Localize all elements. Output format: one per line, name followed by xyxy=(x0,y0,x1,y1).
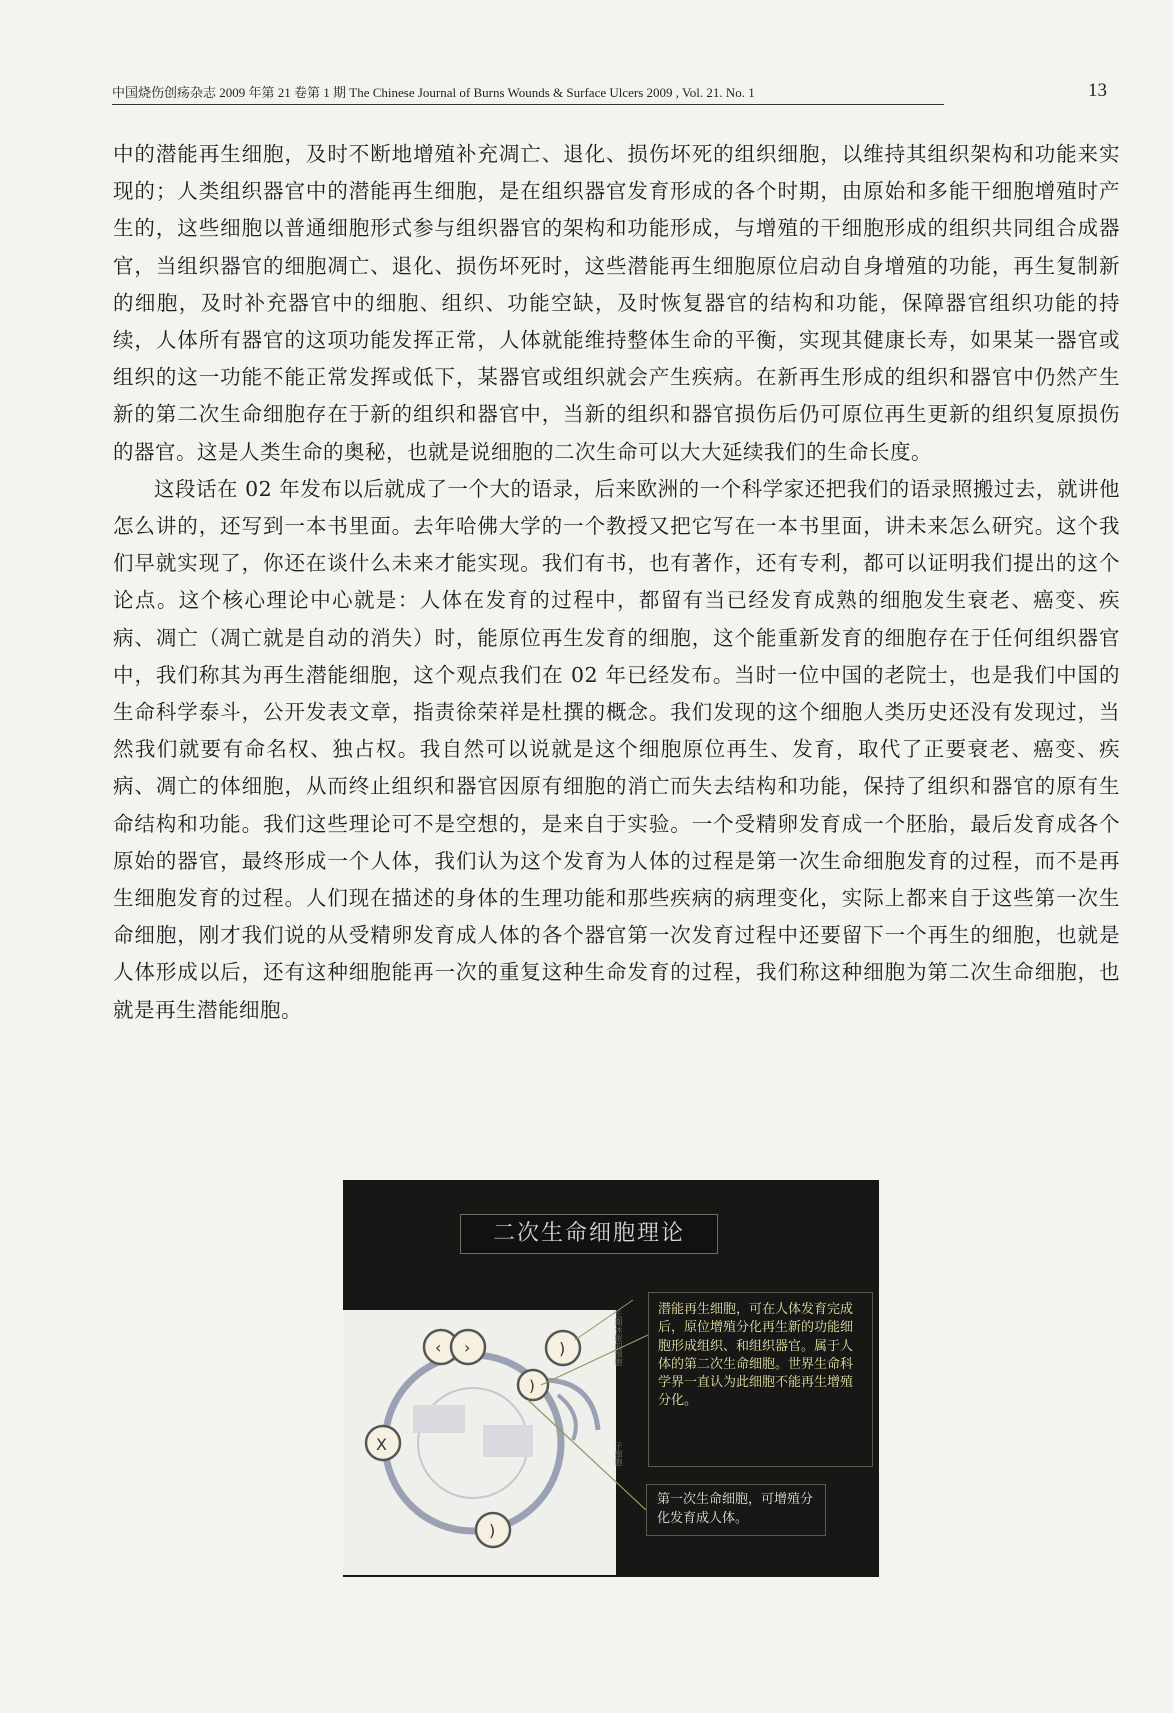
phase-label-block-1 xyxy=(413,1405,465,1433)
callout-regenerative-cell: 潜能再生细胞，可在人体发育完成后，原位增殖分化再生新的功能细胞形成组织、和组织器官。属于人体的第二次生命细胞。世界生命科学界一直认为此细胞不能再生增殖分化。 xyxy=(648,1292,873,1467)
figure-second-life-cell-theory xyxy=(343,1180,879,1577)
svg-text:X: X xyxy=(376,1435,387,1454)
svg-text:›: › xyxy=(464,1338,471,1357)
leader-line-3 xyxy=(575,1300,633,1340)
cell-daughter-mid xyxy=(518,1370,548,1400)
svg-text:‹: ‹ xyxy=(435,1338,442,1357)
side-label-daughter-cells: 子细胞 xyxy=(614,1442,623,1466)
phase-label-block-2 xyxy=(483,1425,533,1457)
callout-first-life-cell: 第一次生命细胞，可增殖分化发育成人体。 xyxy=(646,1484,826,1536)
paragraph-1: 中的潜能再生细胞，及时不断地增殖补充凋亡、退化、损伤坏死的组织细胞，以维持其组织架构和功能来实现的；人类组织器官中的潜能再生细胞，是在组织器官发育形成的各个时期，由原始和多能干细胞增殖时产生的，这些细胞以普通细胞形式参与组织器官的架构和功能形成，与增殖的干细胞形成的组织共同组合成器官，当组织器官的细胞凋亡、退化、损伤坏死时，这些潜能再生细胞原位启动自身增殖的功能，再生复制新的细胞，及时补充器官中的细胞、组织、功能空缺，及时恢复器官的结构和功能，保障器官组织功能的持续，人体所有器官的这项功能发挥正常，人体就能维持整体生命的平衡，实现其健康长寿，如果某一器官或组织的这一功能不能正常发挥或低下，某器官或组织就会产生疾病。在新再生形成的组织和器官中仍然产生新的第二次生命细胞存在于新的组织和器官中，当新的组织和器官损伤后仍可原位再生更新的组织复原损伤的器官。这是人类生命的奥秘，也就是说细胞的二次生命可以大大延续我们的生命长度。 xyxy=(113,142,1120,464)
figure-title: 二次生命细胞理论 xyxy=(460,1214,718,1254)
svg-text:): ) xyxy=(489,1521,496,1540)
side-label-dormant-cells: 长期休眠的细胞 xyxy=(614,1310,623,1366)
paragraph-2: 这段话在 02 年发布以后就成了一个大的语录，后来欧洲的一个科学家还把我们的语录照搬过去，就讲他怎么讲的，还写到一本书里面。去年哈佛大学的一个教授又把它写在一本书里面，讲未来怎么研究。这个我们早就实现了，你还在谈什么未来才能实现。我们有书，也有著作，还有专利，都可以证明我们提出的这个论点。这个核心理论中心就是：人体在发育的过程中，都留有当已经发育成熟的细胞发生衰老、癌变、疾病、凋亡（凋亡就是自动的消失）时，能原位再生发育的细胞，这个能重新发育的细胞存在于任何组织器官中，我们称其为再生潜能细胞，这个观点我们在 02 年已经发布。当时一位中国的老院士，也是我们中国的生命科学泰斗，公开发表文章，指责徐荣祥是杜撰的概念。我们发现的这个细胞人类历史还没有发现过，当然我们就要有命名权、独占权。我自然可以说就是这个细胞原位再生、发育，取代了正要衰老、癌变、疾病、凋亡的体细胞，从而终止组织和器官因原有细胞的消亡而失去结构和功能，保持了组织和器官的原有生命结构和功能。我们这些理论可不是空想的，是来自于实验。一个受精卵发育成一个胚胎，最后发育成各个原始的器官，最终形成一个人体，我们认为这个发育为人体的过程是第一次生命细胞发育的过程，而不是再生细胞发育的过程。人们现在描述的身体的生理功能和那些疾病的病理变化，实际上都来自于这些第一次生命细胞，刚才我们说的从受精卵发育成人体的各个器官第一次发育过程中还要留下一个再生的细胞，也就是人体形成以后，还有这种细胞能再一次的重复这种生命发育的过程，我们称这种细胞为第二次生命细胞，也就是再生潜能细胞。 xyxy=(113,476,1120,1022)
cell-left xyxy=(366,1426,400,1460)
cell-daughter-top xyxy=(546,1331,580,1365)
cell-bottom xyxy=(476,1513,510,1547)
svg-text:): ) xyxy=(559,1339,566,1358)
article-body xyxy=(113,136,1120,1029)
svg-text:): ) xyxy=(529,1377,535,1395)
page-number: 13 xyxy=(1088,80,1107,101)
cell-dividing xyxy=(424,1330,485,1364)
running-head: 中国烧伤创疡杂志 2009 年第 21 卷第 1 期 The Chinese Journal of Burns Wounds & Surface Ulcers 2009 , Vol. 21. No. 1 xyxy=(112,82,944,105)
